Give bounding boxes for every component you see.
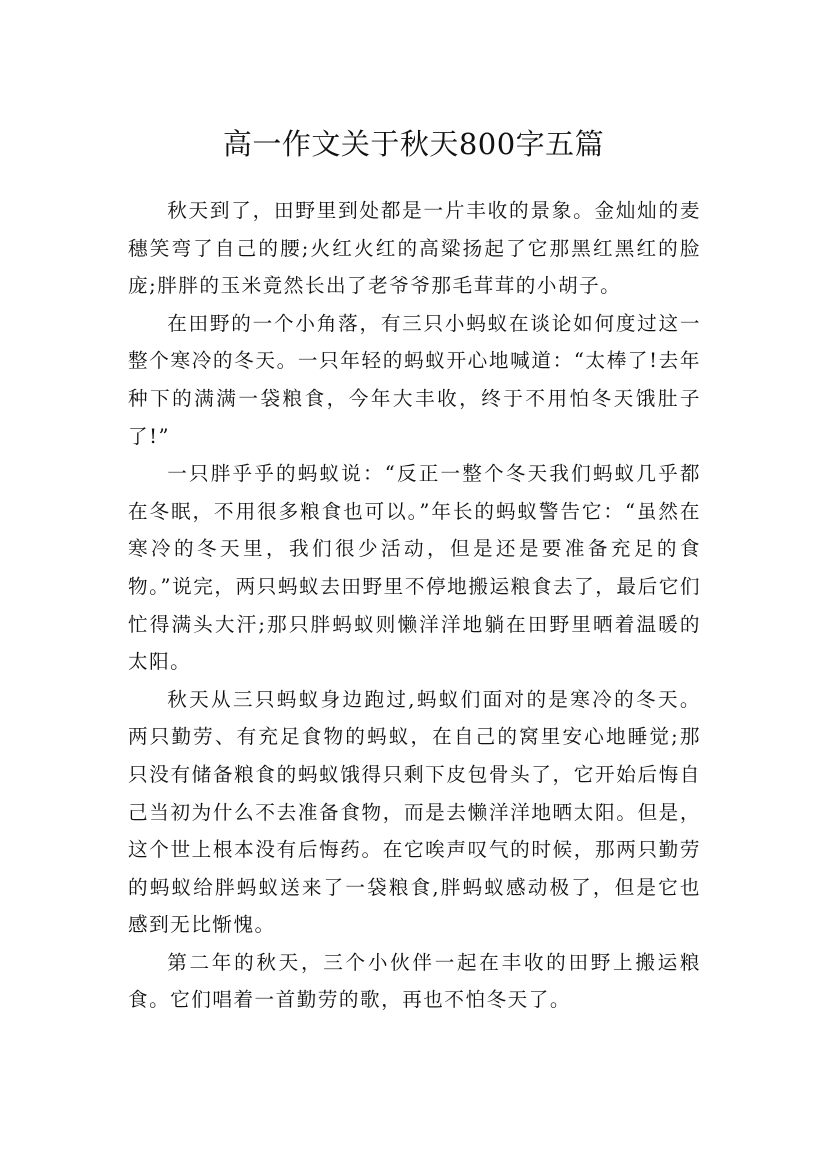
- paragraph-1: 秋天到了，田野里到处都是一片丰收的景象。金灿灿的麦穗笑弯了自己的腰;火红火红的高粱扬起了它那黑红黑红的脸庞;胖胖的玉米竟然长出了老爷爷那毛茸茸的小胡子。: [128, 199, 701, 298]
- paragraph-2: 在田野的一个小角落，有三只小蚂蚁在谈论如何度过这一整个寒冷的冬天。一只年轻的蚂蚁开心地喊道：“太棒了!去年种下的满满一袋粮食，今年大丰收，终于不用怕冬天饿肚子了!”: [128, 311, 701, 448]
- document-title: 高一作文关于秋天800字五篇: [222, 127, 605, 162]
- paragraph-5: 第二年的秋天，三个小伙伴一起在丰收的田野上搬运粮食。它们唱着一首勤劳的歌，再也不怕冬天了。: [128, 950, 701, 1012]
- document-body: [128, 192, 701, 1019]
- paragraph-3: 一只胖乎乎的蚂蚁说：“反正一整个冬天我们蚂蚁几乎都在冬眠，不用很多粮食也可以。”年长的蚂蚁警告它：“虽然在寒冷的冬天里，我们很少活动，但是还是要准备充足的食物。”说完，两只蚂蚁去田野里不停地搬运粮食去了，最后它们忙得满头大汗;那只胖蚂蚁则懒洋洋地躺在田野里晒着温暖的太阳。: [128, 462, 701, 674]
- paragraph-4: 秋天从三只蚂蚁身边跑过,蚂蚁们面对的是寒冷的冬天。两只勤劳、有充足食物的蚂蚁，在自己的窝里安心地睡觉;那只没有储备粮食的蚂蚁饿得只剩下皮包骨头了，它开始后悔自己当初为什么不去准备食物，而是去懒洋洋地晒太阳。但是，这个世上根本没有后悔药。在它唉声叹气的时候，那两只勤劳的蚂蚁给胖蚂蚁送来了一袋粮食,胖蚂蚁感动极了，但是它也感到无比惭愧。: [128, 687, 701, 937]
